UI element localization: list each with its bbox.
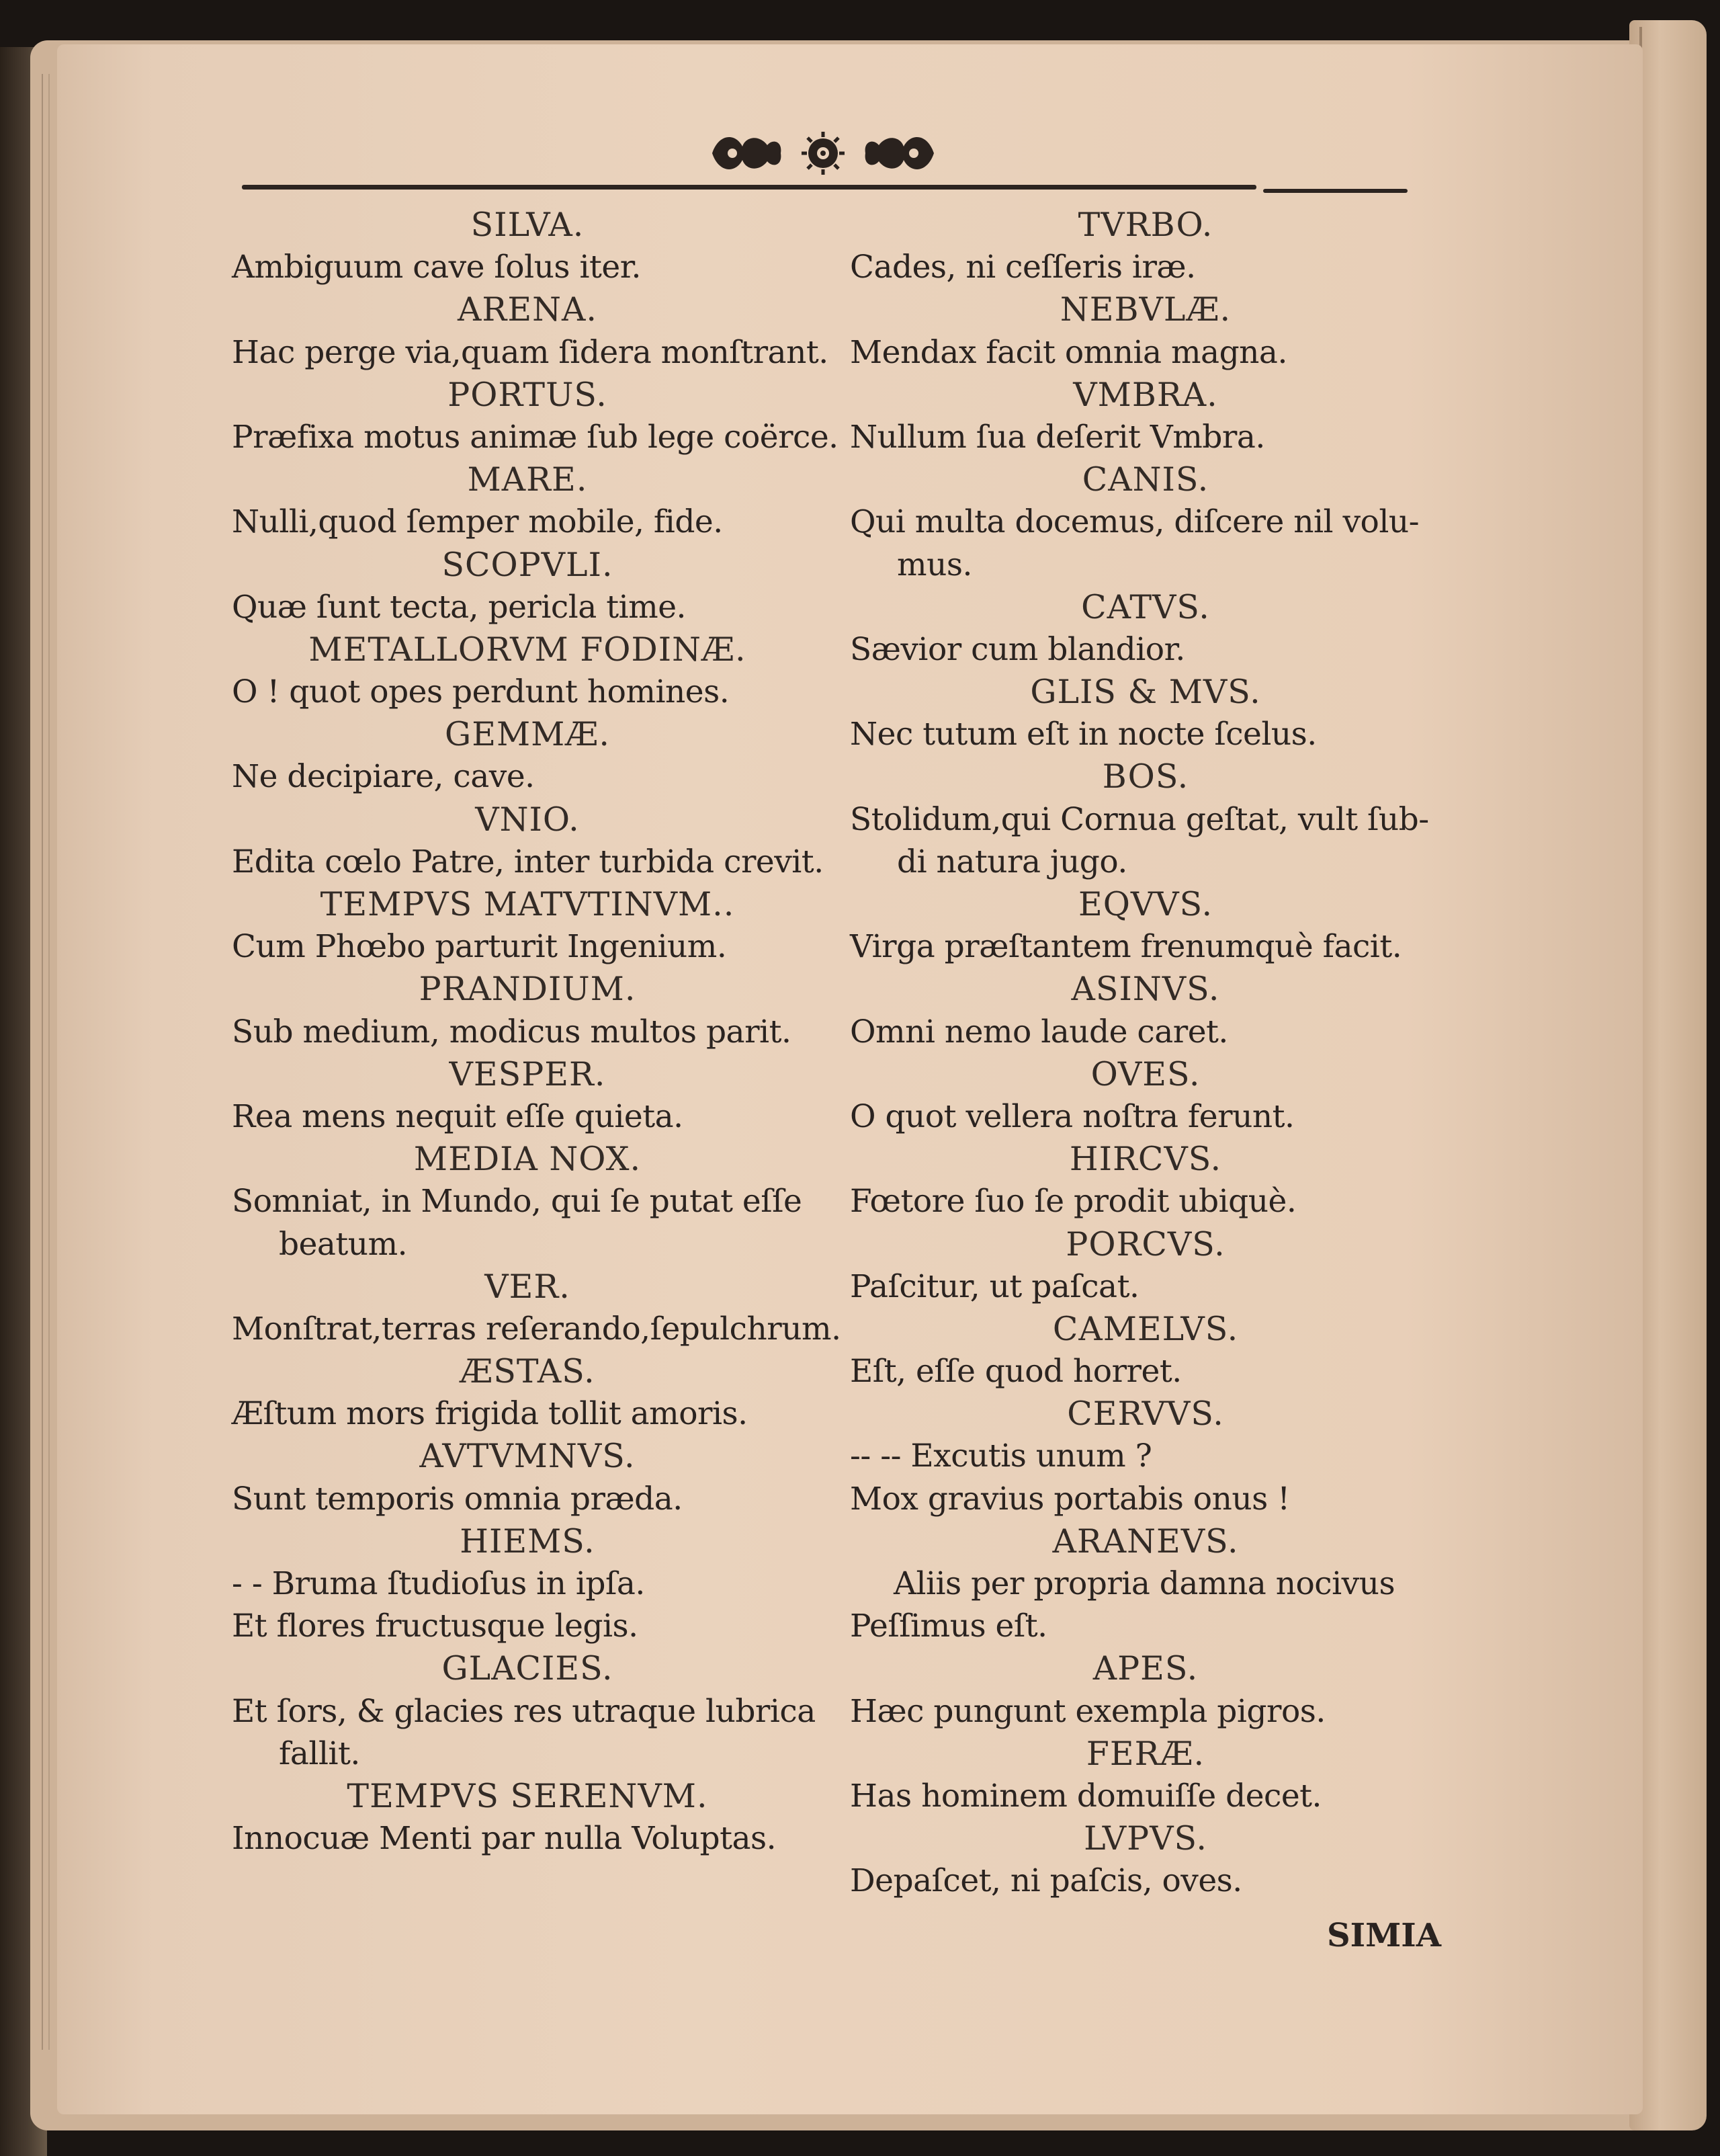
- emblem-motto: Fœtore ſuo ſe prodit ubiquè.: [850, 1183, 1297, 1220]
- emblem-heading: FERÆ.: [1086, 1734, 1205, 1773]
- emblem-heading: MEDIA NOX.: [413, 1140, 642, 1179]
- emblem-motto: Præfixa motus animæ ſub lege coërce.: [232, 418, 838, 456]
- emblem-heading: HIEMS.: [460, 1522, 595, 1561]
- emblem-motto: Sub medium, modicus multos parit.: [232, 1013, 791, 1050]
- emblem-motto: Monſtrat,terras reſerando,ſepulchrum.: [232, 1310, 841, 1348]
- emblem-heading: VESPER.: [449, 1054, 606, 1093]
- emblem-motto: O ! quot opes perdunt homines.: [232, 673, 730, 711]
- emblem-heading: PORTUS.: [447, 375, 607, 414]
- head-rule: [242, 185, 1256, 190]
- emblem-heading: GLACIES.: [441, 1649, 613, 1688]
- emblem-heading: ASINVS.: [1071, 970, 1220, 1009]
- emblem-heading: EQVVS.: [1078, 885, 1213, 923]
- emblem-motto: - - Bruma ſtudioſus in ipſa.: [232, 1565, 645, 1602]
- emblem-motto: Cades, ni ceſſeris iræ.: [850, 249, 1196, 286]
- emblem-motto: Peſſimus eſt.: [850, 1608, 1047, 1645]
- emblem-motto: Sævior cum blandior.: [850, 630, 1185, 668]
- emblem-heading: ARENA.: [458, 290, 597, 329]
- emblem-motto: Sunt temporis omnia præda.: [232, 1480, 683, 1518]
- emblem-heading: CERVVS.: [1067, 1395, 1224, 1434]
- emblem-motto: O quot vellera noſtra ferunt.: [850, 1097, 1295, 1135]
- emblem-heading: BOS.: [1102, 757, 1189, 796]
- emblem-heading: GEMMÆ.: [445, 715, 610, 754]
- emblem-motto: Eſt, eſſe quod horret.: [850, 1353, 1182, 1391]
- emblem-heading: ÆSTAS.: [460, 1352, 595, 1391]
- emblem-heading: LVPVS.: [1084, 1819, 1207, 1858]
- right-column: [850, 204, 1441, 1903]
- emblem-motto: Innocuæ Menti par nulla Voluptas.: [232, 1820, 777, 1858]
- emblem-heading: CATVS.: [1081, 587, 1210, 626]
- page-edge-lines: [42, 74, 50, 2050]
- emblem-motto-continuation: fallit.: [279, 1735, 360, 1772]
- emblem-heading: TEMPVS MATVTINVM..: [320, 885, 735, 923]
- emblem-motto: Et flores fructusque legis.: [232, 1608, 638, 1645]
- emblem-motto: Edita cœlo Patre, inter turbida crevit.: [232, 843, 824, 880]
- emblem-heading: SCOPVLI.: [441, 545, 613, 584]
- emblem-motto: Paſcitur, ut paſcat.: [850, 1268, 1140, 1305]
- emblem-motto: -- -- Excutis unum ?: [850, 1438, 1152, 1475]
- emblem-heading: ARANEVS.: [1052, 1522, 1239, 1561]
- emblem-heading: PORCVS.: [1066, 1225, 1226, 1263]
- emblem-motto-continuation: beatum.: [279, 1225, 408, 1263]
- emblem-heading: PRANDIUM.: [419, 970, 636, 1009]
- emblem-heading: METALLORVM FODINÆ.: [308, 630, 746, 669]
- emblem-motto: Nulli,quod ſemper mobile, fide.: [232, 503, 723, 541]
- emblem-heading: TVRBO.: [1078, 206, 1213, 244]
- emblem-motto: Qui multa docemus, diſcere nil volu-: [850, 503, 1420, 541]
- emblem-heading: CAMELVS.: [1052, 1309, 1239, 1348]
- emblem-motto: Cum Phœbo parturit Ingenium.: [232, 928, 727, 966]
- emblem-heading: MARE.: [467, 460, 588, 499]
- emblem-heading: APES.: [1092, 1649, 1199, 1688]
- emblem-motto: Rea mens nequit eſſe quieta.: [232, 1097, 683, 1135]
- emblem-motto: Hac perge via,quam ſidera monſtrant.: [232, 333, 828, 371]
- emblem-motto-indented: Aliis per propria damna nocivus: [894, 1565, 1395, 1602]
- emblem-heading: HIRCVS.: [1069, 1140, 1222, 1179]
- emblem-heading: VER.: [484, 1267, 570, 1306]
- emblem-motto: Nec tutum eſt in nocte ſcelus.: [850, 716, 1317, 753]
- emblem-motto: Stolidum,qui Cornua geſtat, vult ſub-: [850, 800, 1429, 838]
- emblem-motto: Nullum ſua deſerit Vmbra.: [850, 418, 1265, 456]
- emblem-heading: VMBRA.: [1073, 375, 1218, 414]
- emblem-motto: Omni nemo laude caret.: [850, 1013, 1228, 1050]
- emblem-heading: TEMPVS SERENVM.: [347, 1776, 708, 1815]
- left-column: [232, 204, 841, 1860]
- emblem-motto: Æſtum mors frigida tollit amoris.: [232, 1395, 748, 1433]
- emblem-motto: Depaſcet, ni paſcis, oves.: [850, 1862, 1242, 1900]
- emblem-motto: Hæc pungunt exempla pigros.: [850, 1692, 1326, 1730]
- catchword: SIMIA: [1327, 1917, 1441, 1954]
- emblem-motto: Mendax facit omnia magna.: [850, 333, 1287, 371]
- emblem-heading: AVTVMNVS.: [419, 1437, 636, 1476]
- emblem-heading: GLIS & MVS.: [1030, 673, 1261, 712]
- emblem-motto: Ne decipiare, cave.: [232, 758, 535, 796]
- emblem-motto: Mox gravius portabis onus !: [850, 1480, 1290, 1518]
- emblem-heading: OVES.: [1090, 1054, 1201, 1093]
- emblem-motto: Virga præſtantem frenumquè facit.: [850, 928, 1402, 966]
- emblem-heading: NEBVLÆ.: [1060, 290, 1232, 329]
- emblem-motto: Has hominem domuiſſe decet.: [850, 1777, 1322, 1815]
- emblem-motto-continuation: mus.: [897, 546, 972, 583]
- emblem-motto: Somniat, in Mundo, qui ſe putat eſſe: [232, 1183, 802, 1220]
- printer-ornament-icon: [705, 126, 941, 180]
- emblem-motto: Et ſors, & glacies res utraque lubrica: [232, 1692, 816, 1730]
- emblem-heading: VNIO.: [475, 800, 580, 839]
- emblem-motto: Quæ ſunt tecta, pericla time.: [232, 588, 686, 626]
- emblem-heading: CANIS.: [1082, 460, 1209, 499]
- emblem-motto: Ambiguum cave ſolus iter.: [232, 249, 641, 286]
- emblem-motto-continuation: di natura jugo.: [897, 843, 1127, 880]
- emblem-heading: SILVA.: [470, 206, 585, 244]
- head-rule-extension: [1263, 189, 1408, 193]
